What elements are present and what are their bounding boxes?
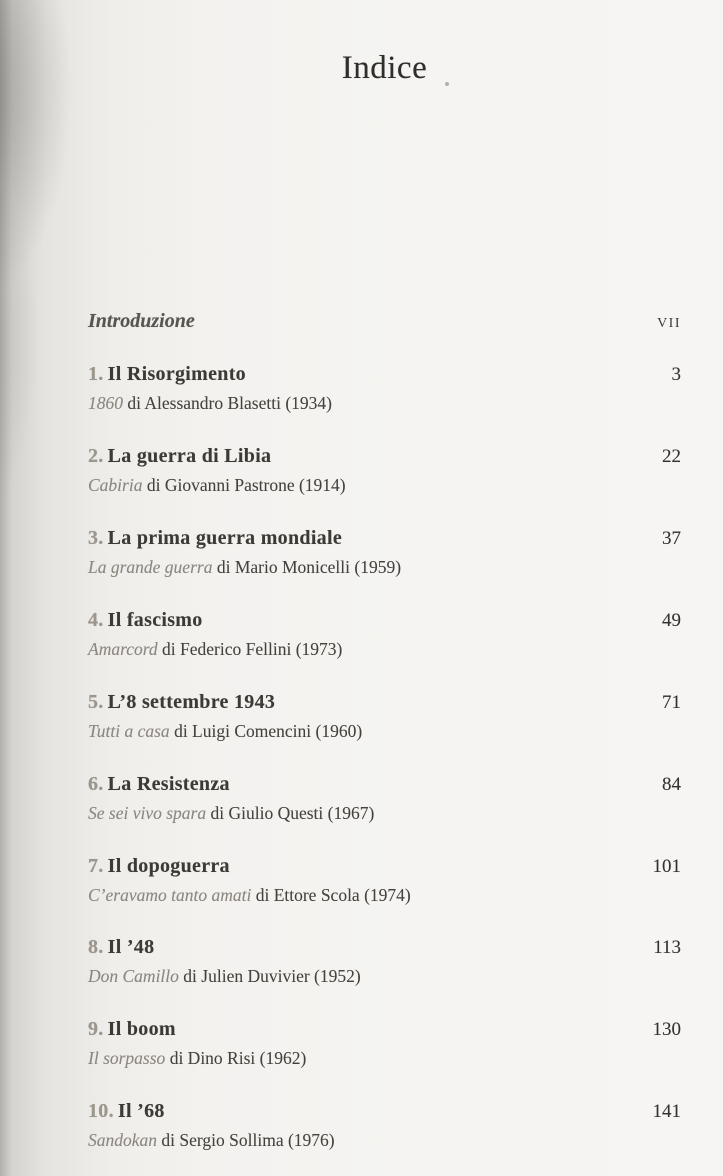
- entry-subtitle: [88, 801, 681, 825]
- film-title: C’eravamo tanto amati: [88, 885, 252, 905]
- film-title: Amarcord: [88, 639, 158, 659]
- entry-subtitle: [88, 964, 681, 988]
- film-title: 1860: [88, 393, 123, 413]
- entry-title-line: [88, 1016, 176, 1042]
- entry-subtitle: [88, 555, 681, 579]
- film-credits: di Sergio Sollima (1976): [161, 1130, 335, 1150]
- film-credits: di Mario Monicelli (1959): [216, 557, 402, 577]
- entry-page-number: 130: [652, 1019, 681, 1040]
- entry-page-number: 101: [652, 856, 681, 877]
- entry-title-line: [88, 443, 271, 469]
- entry-title: L’8 settembre 1943: [107, 691, 276, 713]
- entry-title: Il boom: [107, 1018, 176, 1040]
- toc-entry: [88, 1016, 681, 1070]
- entry-title: Il dopoguerra: [107, 855, 230, 877]
- entry-page-number: 84: [662, 774, 681, 795]
- toc-entry: [88, 934, 681, 988]
- intro-page-number: VII: [657, 316, 681, 331]
- film-title: Se sei vivo spara: [88, 803, 207, 823]
- toc-entry: [88, 525, 681, 579]
- scan-speck: [445, 82, 449, 86]
- entry-subtitle: [88, 1046, 681, 1070]
- entry-title: La prima guerra mondiale: [107, 527, 343, 549]
- entry-title-line: [88, 525, 342, 551]
- film-credits: di Giulio Questi (1967): [210, 803, 375, 823]
- film-credits: di Giovanni Pastrone (1914): [146, 475, 346, 495]
- toc-content: [88, 0, 681, 1176]
- toc-entry: [88, 853, 681, 907]
- entry-page-number: 37: [662, 528, 681, 549]
- entry-number: 5.: [88, 691, 104, 713]
- entry-number: 6.: [88, 773, 104, 795]
- entry-title-line: [88, 771, 230, 797]
- toc-entry: [88, 361, 681, 415]
- toc-entry: [88, 689, 681, 743]
- entry-page-number: 71: [662, 692, 681, 713]
- film-credits: di Alessandro Blasetti (1934): [127, 393, 333, 413]
- toc-entry: [88, 1098, 681, 1152]
- entry-page-number: 22: [662, 446, 681, 467]
- entry-number: 9.: [88, 1018, 104, 1040]
- entry-title: Il ’48: [107, 936, 155, 958]
- film-credits: di Julien Duvivier (1952): [183, 966, 361, 986]
- entry-subtitle: [88, 391, 681, 415]
- entry-title: Il fascismo: [107, 609, 203, 631]
- entry-page-number: 3: [671, 364, 681, 385]
- toc-entry: [88, 443, 681, 497]
- entry-title: Il ’68: [117, 1100, 165, 1122]
- entry-subtitle: [88, 637, 681, 661]
- entry-title-line: [88, 361, 246, 387]
- toc-entry: [88, 771, 681, 825]
- entry-title-line: [88, 607, 203, 633]
- page-title: Indice: [341, 50, 428, 86]
- film-credits: di Dino Risi (1962): [169, 1048, 307, 1068]
- entry-number: 4.: [88, 609, 104, 631]
- film-credits: di Federico Fellini (1973): [162, 639, 343, 659]
- entry-page-number: 49: [662, 610, 681, 631]
- entry-number: 3.: [88, 527, 104, 549]
- film-title: Il sorpasso: [88, 1048, 166, 1068]
- film-title: Tutti a casa: [88, 721, 170, 741]
- intro-label: Introduzione: [88, 310, 195, 332]
- entry-number: 10.: [88, 1100, 114, 1122]
- entry-title-line: [88, 1098, 165, 1124]
- entry-number: 7.: [88, 855, 104, 877]
- entry-title-line: [88, 934, 154, 960]
- entry-title-line: [88, 689, 275, 715]
- entry-number: 2.: [88, 445, 104, 467]
- entry-title: Il Risorgimento: [107, 363, 246, 385]
- entry-subtitle: [88, 719, 681, 743]
- film-credits: di Ettore Scola (1974): [255, 885, 411, 905]
- film-title: Don Camillo: [88, 966, 179, 986]
- toc-intro-row: [88, 310, 681, 333]
- film-title: Sandokan: [88, 1130, 158, 1150]
- film-title: Cabiria: [88, 475, 143, 495]
- entry-number: 1.: [88, 363, 104, 385]
- entry-subtitle: [88, 1128, 681, 1152]
- entry-page-number: 141: [652, 1101, 681, 1122]
- entry-page-number: 113: [653, 937, 681, 958]
- film-title: La grande guerra: [88, 557, 213, 577]
- toc-entry: [88, 607, 681, 661]
- entry-subtitle: [88, 473, 681, 497]
- entry-title: La guerra di Libia: [107, 445, 272, 467]
- film-credits: di Luigi Comencini (1960): [174, 721, 363, 741]
- entry-number: 8.: [88, 936, 104, 958]
- entry-title: La Resistenza: [107, 773, 230, 795]
- entry-title-line: [88, 853, 230, 879]
- entry-subtitle: [88, 883, 681, 907]
